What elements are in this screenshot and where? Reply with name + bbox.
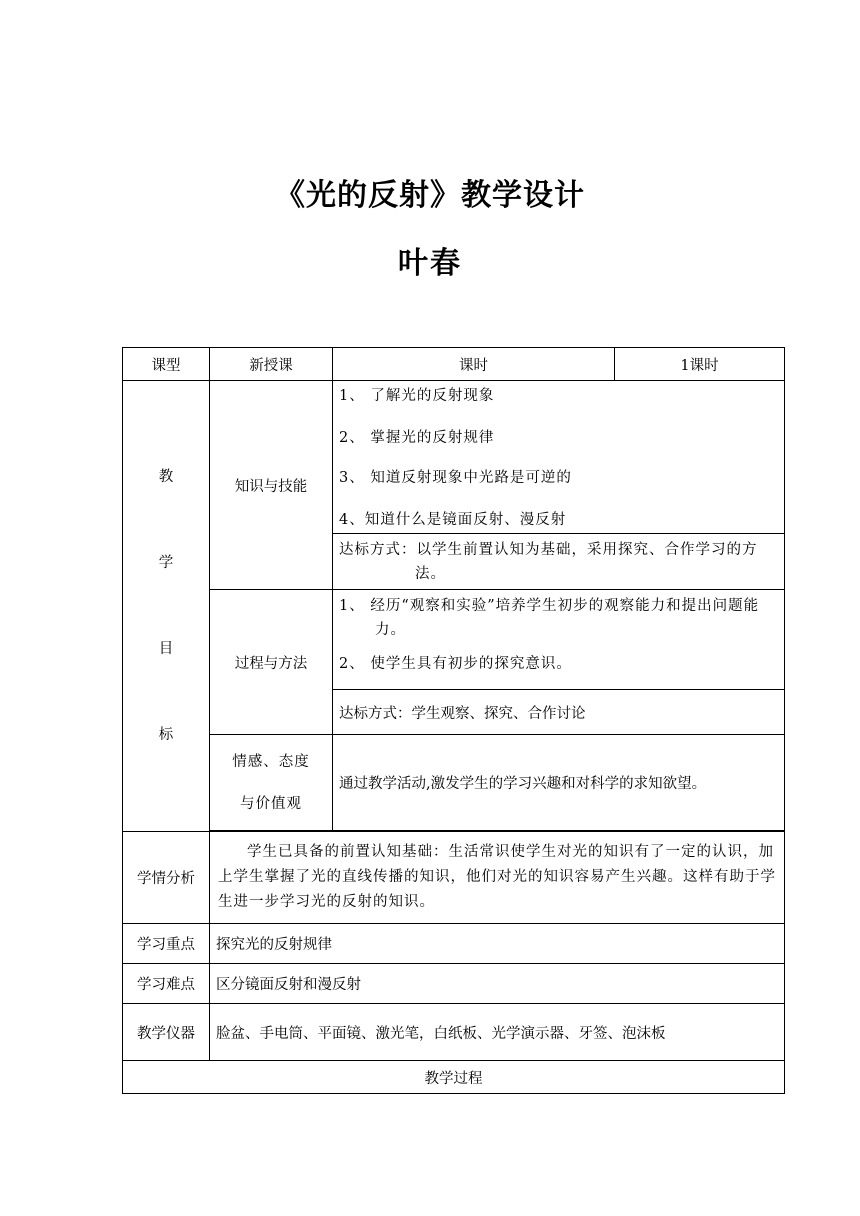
knowledge-item: 4、知道什么是镜面反射、漫反射 <box>339 512 567 528</box>
document-author: 叶春 <box>398 246 462 281</box>
knowledge-item: 2、 掌握光的反射规律 <box>339 430 495 446</box>
process-section-header: 教学过程 <box>123 1061 785 1094</box>
analysis-content: 学生已具备的前置认知基础：生活常识使学生对光的知识有了一定的认识，加上学生掌握了光的直线传播的知识，他们对光的知识容易产生兴趣。这样有助于学生进一步学习光的反射的知识。 <box>210 832 785 924</box>
key-point-content: 探究光的反射规律 <box>210 924 785 964</box>
process-method: 达标方式：学生观察、探究、合作讨论 <box>333 690 785 735</box>
emotion-label-line: 情感、态度 <box>232 753 310 770</box>
equipment-content: 脸盆、手电筒、平面镜、激光笔，白纸板、光学演示器、牙签、泡沫板 <box>210 1004 785 1061</box>
knowledge-item: 3、 知道反射现象中光路是可逆的 <box>339 470 572 486</box>
objectives-char: 教 <box>158 469 174 485</box>
process-items <box>333 590 785 690</box>
difficulty-label: 学习难点 <box>123 964 210 1004</box>
knowledge-method <box>333 534 785 590</box>
label-lesson-type: 课型 <box>123 348 210 381</box>
document-title: 《光的反射》教学设计 <box>275 178 585 213</box>
knowledge-method-text: 达标方式：以学生前置认知为基础，采用探究、合作学习的方法。 <box>339 541 758 582</box>
value-period: 1课时 <box>615 348 785 381</box>
value-lesson-type: 新授课 <box>210 348 333 381</box>
knowledge-label: 知识与技能 <box>210 381 333 590</box>
process-label: 过程与方法 <box>210 590 333 735</box>
label-period: 课时 <box>333 348 615 381</box>
emotion-label-line: 与价值观 <box>240 795 302 812</box>
knowledge-item: 1、 了解光的反射现象 <box>339 388 495 404</box>
key-point-label: 学习重点 <box>123 924 210 964</box>
process-item: 2、 使学生具有初步的探究意识。 <box>339 656 572 672</box>
objectives-group-label <box>123 381 210 832</box>
knowledge-items <box>333 381 785 534</box>
header-row <box>123 348 785 381</box>
objectives-char: 学 <box>158 555 174 571</box>
analysis-label: 学情分析 <box>123 832 210 924</box>
objectives-char: 目 <box>158 641 174 657</box>
objectives-char: 标 <box>158 727 174 743</box>
lesson-plan-table <box>122 347 785 1094</box>
emotion-label <box>210 735 333 831</box>
process-item: 1、 经历“观察和实验”培养学生初步的观察能力和提出问题能力。 <box>339 598 760 638</box>
difficulty-content: 区分镜面反射和漫反射 <box>210 964 785 1004</box>
emotion-content: 通过教学活动,激发学生的学习兴趣和对科学的求知欲望。 <box>333 735 785 831</box>
equipment-label: 教学仪器 <box>123 1004 210 1061</box>
